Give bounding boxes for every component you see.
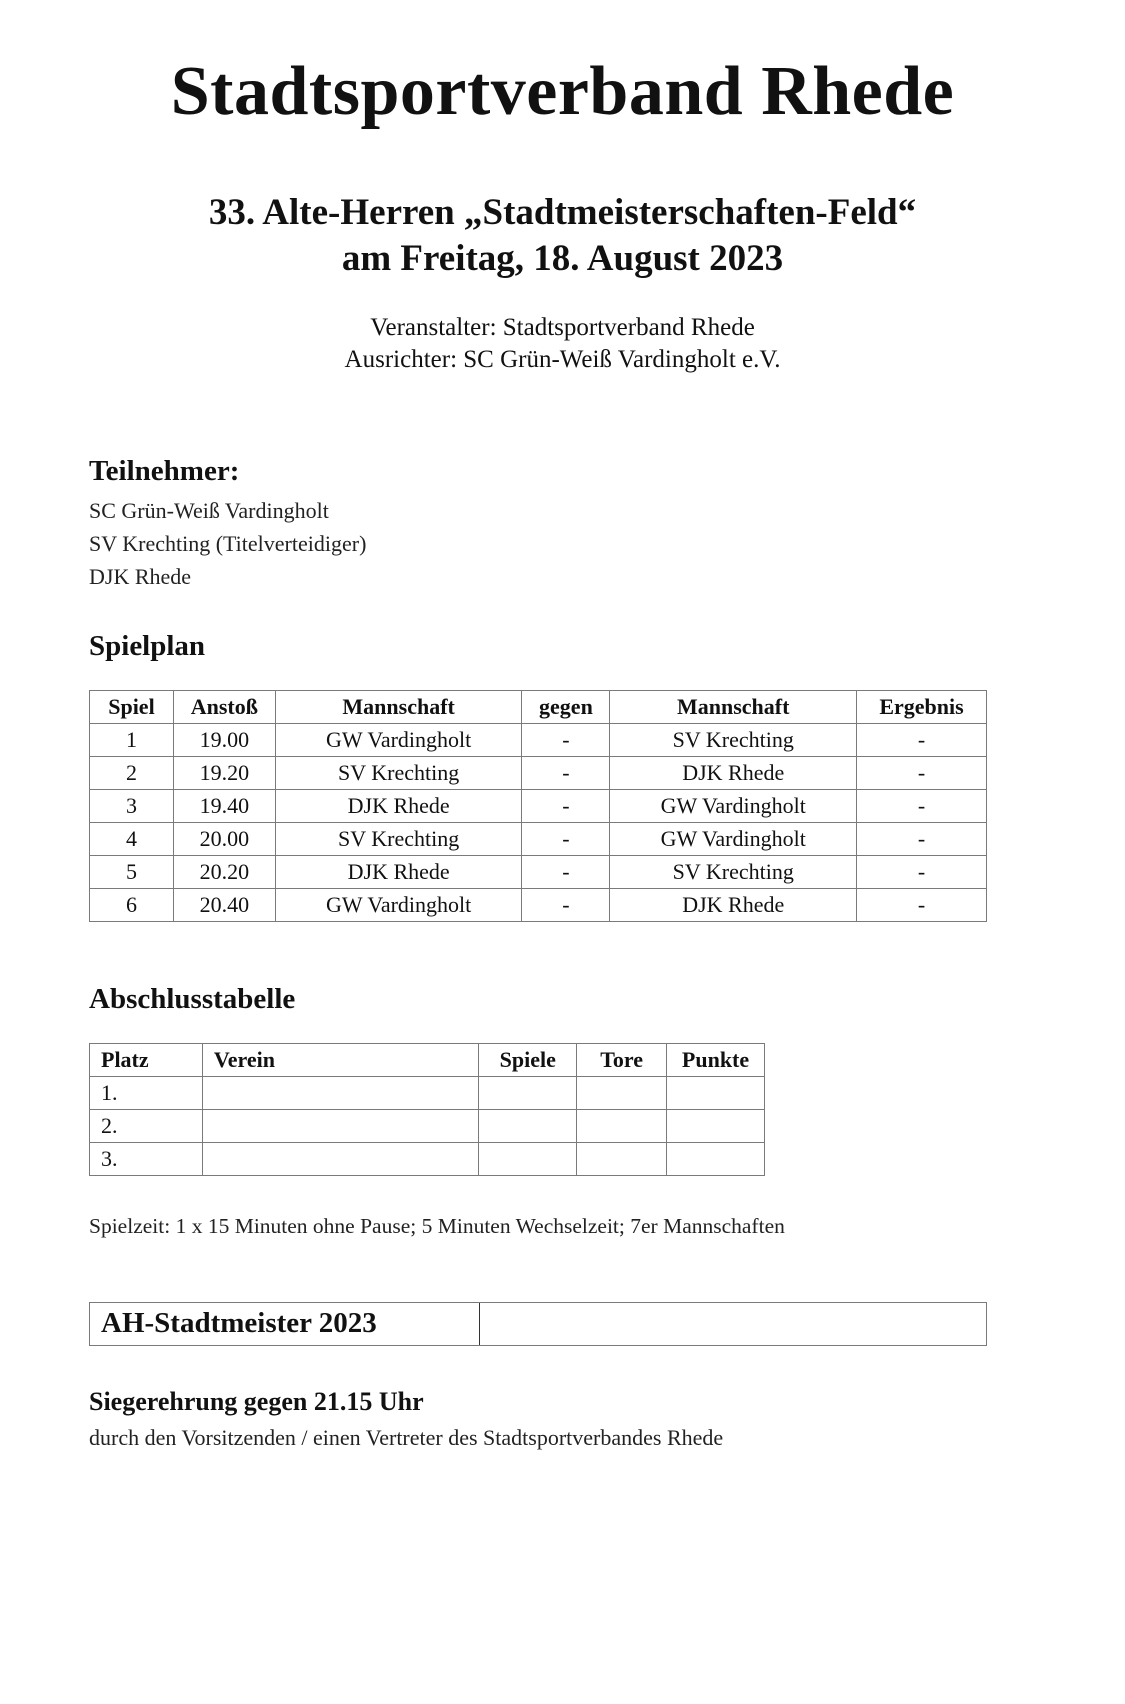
column-header: Mannschaft bbox=[610, 691, 857, 724]
cell bbox=[667, 1077, 765, 1110]
cell: DJK Rhede bbox=[610, 889, 857, 922]
standings-table bbox=[89, 1043, 765, 1176]
cell: - bbox=[522, 889, 610, 922]
cell: 19.40 bbox=[173, 790, 275, 823]
cell: - bbox=[857, 823, 987, 856]
column-header: Mannschaft bbox=[275, 691, 522, 724]
table-row bbox=[90, 1077, 765, 1110]
event-title: 33. Alte-Herren „Stadtmeisterschaften-Feld“ bbox=[208, 192, 917, 233]
cell: GW Vardingholt bbox=[610, 823, 857, 856]
cell: 20.40 bbox=[173, 889, 275, 922]
cell bbox=[577, 1077, 667, 1110]
cell: 19.00 bbox=[173, 724, 275, 757]
champion-box bbox=[89, 1302, 987, 1346]
cell: 2. bbox=[90, 1110, 203, 1143]
table-row bbox=[90, 757, 987, 790]
champion-label: AH-Stadtmeister 2023 bbox=[90, 1303, 480, 1345]
cell: SV Krechting bbox=[275, 823, 522, 856]
table-row bbox=[90, 1110, 765, 1143]
cell: SV Krechting bbox=[610, 724, 857, 757]
cell: 3. bbox=[90, 1143, 203, 1176]
cell: 20.00 bbox=[173, 823, 275, 856]
cell: - bbox=[522, 757, 610, 790]
column-header: Platz bbox=[90, 1044, 203, 1077]
cell bbox=[667, 1143, 765, 1176]
standings-heading: Abschlusstabelle bbox=[89, 983, 296, 1015]
cell bbox=[577, 1110, 667, 1143]
event-date: am Freitag, 18. August 2023 bbox=[341, 238, 784, 279]
cell: DJK Rhede bbox=[275, 856, 522, 889]
cell: SV Krechting bbox=[610, 856, 857, 889]
schedule-table bbox=[89, 690, 987, 922]
participants-heading: Teilnehmer: bbox=[89, 455, 240, 487]
cell: GW Vardingholt bbox=[275, 889, 522, 922]
ceremony-text: durch den Vorsitzenden / einen Vertreter des Stadtsportverbandes Rhede bbox=[89, 1425, 724, 1450]
cell bbox=[479, 1077, 577, 1110]
organizer-text: Veranstalter: Stadtsportverband Rhede bbox=[370, 314, 755, 341]
cell: 6 bbox=[90, 889, 174, 922]
cell bbox=[577, 1143, 667, 1176]
cell bbox=[202, 1110, 478, 1143]
table-row bbox=[90, 724, 987, 757]
cell: GW Vardingholt bbox=[275, 724, 522, 757]
cell: 1 bbox=[90, 724, 174, 757]
cell: 1. bbox=[90, 1077, 203, 1110]
participant-item: SC Grün-Weiß Vardingholt bbox=[89, 498, 329, 523]
table-row bbox=[90, 823, 987, 856]
table-row bbox=[90, 889, 987, 922]
cell: - bbox=[857, 757, 987, 790]
cell bbox=[667, 1110, 765, 1143]
cell: - bbox=[857, 856, 987, 889]
table-header-row bbox=[90, 691, 987, 724]
cell: - bbox=[857, 889, 987, 922]
cell bbox=[479, 1110, 577, 1143]
cell: - bbox=[857, 790, 987, 823]
table-row bbox=[90, 790, 987, 823]
cell: GW Vardingholt bbox=[610, 790, 857, 823]
cell: - bbox=[522, 790, 610, 823]
cell: - bbox=[857, 724, 987, 757]
document-title: Stadtsportverband Rhede bbox=[170, 53, 955, 130]
cell: - bbox=[522, 724, 610, 757]
ceremony-heading: Siegerehrung gegen 21.15 Uhr bbox=[89, 1387, 424, 1416]
cell: SV Krechting bbox=[275, 757, 522, 790]
champion-value bbox=[480, 1303, 986, 1345]
cell: - bbox=[522, 823, 610, 856]
column-header: Punkte bbox=[667, 1044, 765, 1077]
column-header: Ergebnis bbox=[857, 691, 987, 724]
cell: DJK Rhede bbox=[610, 757, 857, 790]
table-header-row bbox=[90, 1044, 765, 1077]
participant-item: SV Krechting (Titelverteidiger) bbox=[89, 531, 367, 556]
participant-item: DJK Rhede bbox=[89, 564, 192, 589]
cell: DJK Rhede bbox=[275, 790, 522, 823]
table-row bbox=[90, 1143, 765, 1176]
cell: 4 bbox=[90, 823, 174, 856]
column-header: Spiele bbox=[479, 1044, 577, 1077]
host-text: Ausrichter: SC Grün-Weiß Vardingholt e.V. bbox=[344, 346, 781, 373]
cell: 5 bbox=[90, 856, 174, 889]
column-header: Spiel bbox=[90, 691, 174, 724]
cell: - bbox=[522, 856, 610, 889]
table-row bbox=[90, 856, 987, 889]
cell: 20.20 bbox=[173, 856, 275, 889]
schedule-heading: Spielplan bbox=[89, 630, 206, 662]
cell bbox=[202, 1143, 478, 1176]
cell: 3 bbox=[90, 790, 174, 823]
participants-list bbox=[89, 494, 366, 593]
column-header: gegen bbox=[522, 691, 610, 724]
game-rules-text: Spielzeit: 1 x 15 Minuten ohne Pause; 5 Minuten Wechselzeit; 7er Mannschaften bbox=[89, 1214, 785, 1238]
column-header: Verein bbox=[202, 1044, 478, 1077]
cell bbox=[202, 1077, 478, 1110]
column-header: Anstoß bbox=[173, 691, 275, 724]
cell: 19.20 bbox=[173, 757, 275, 790]
cell: 2 bbox=[90, 757, 174, 790]
column-header: Tore bbox=[577, 1044, 667, 1077]
cell bbox=[479, 1143, 577, 1176]
